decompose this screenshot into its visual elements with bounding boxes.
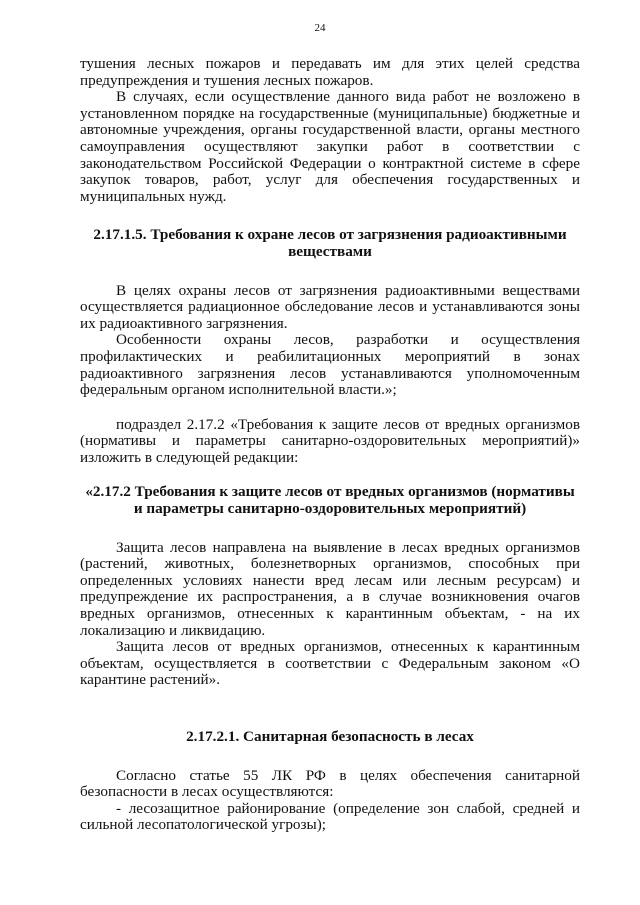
section-heading-sanitary-safety: 2.17.2.1. Санитарная безопасность в лесах bbox=[186, 728, 474, 745]
paragraph-procurement: В случаях, если осуществление данного вида работ не возложено в установленном порядке на государственные (муниципальные) бюджетные и автономные учреждения, органы государственной власти, органы местного самоуправления осуществляют закупки работ в соответствии с законодательством Российской Федерации о контрактной системе в сфере закупок товаров, работ, услуг для обеспечения государственных и муниципальных нужд. bbox=[80, 88, 580, 205]
paragraph-quarantine-law: Защита лесов от вредных организмов, отнесенных к карантинным объектам, осуществляется в соответствии с Федеральным законом «О карантине растений». bbox=[80, 638, 580, 689]
paragraph-pest-detection: Защита лесов направлена на выявление в лесах вредных организмов (растений, животных, болезнетворных организмов, способных при определенных условиях нанести вред лесам или лесным ресурсам) и предупреждение их распространения, а в случае возникновения очагов вредных организмов, отнесенных к карантинным объектам, - на их локализацию и ликвидацию. bbox=[80, 538, 580, 639]
document-body bbox=[80, 56, 580, 834]
paragraph-radiation-survey: В целях охраны лесов от загрязнения радиоактивными веществами осуществляется радиационное обследование лесов и устанавливаются зоны их радиоактивного загрязнения. bbox=[80, 281, 580, 332]
section-heading-pest-protection: «2.17.2 Требования к защите лесов от вредных организмов (нормативы и параметры санитарно-оздоровительных мероприятий) bbox=[85, 483, 575, 518]
section-heading-radioactive: 2.17.1.5. Требования к охране лесов от загрязнения радиоактивными веществами bbox=[93, 226, 567, 260]
paragraph-radioactive-zones: Особенности охраны лесов, разработки и осуществления профилактических и реабилитационных мероприятий в зонах радиоактивного загрязнения лесов устанавливаются уполномоченным федеральным органом исполнительной власти.»; bbox=[80, 331, 580, 399]
list-item-zoning: - лесозащитное районирование (определение зон слабой, средней и сильной лесопатологической угрозы); bbox=[80, 799, 580, 834]
page-number: 24 bbox=[314, 22, 326, 34]
paragraph-subsection-amendment: подраздел 2.17.2 «Требования к защите лесов от вредных организмов (нормативы и параметры санитарно-оздоровительных мероприятий)» изложить в следующей редакции: bbox=[80, 415, 580, 466]
paragraph-fire-fighting: тушения лесных пожаров и передавать им для этих целей средства предупреждения и тушения лесных пожаров. bbox=[80, 55, 580, 89]
paragraph-article-55: Согласно статье 55 ЛК РФ в целях обеспечения санитарной безопасности в лесах осуществляются: bbox=[80, 766, 580, 801]
